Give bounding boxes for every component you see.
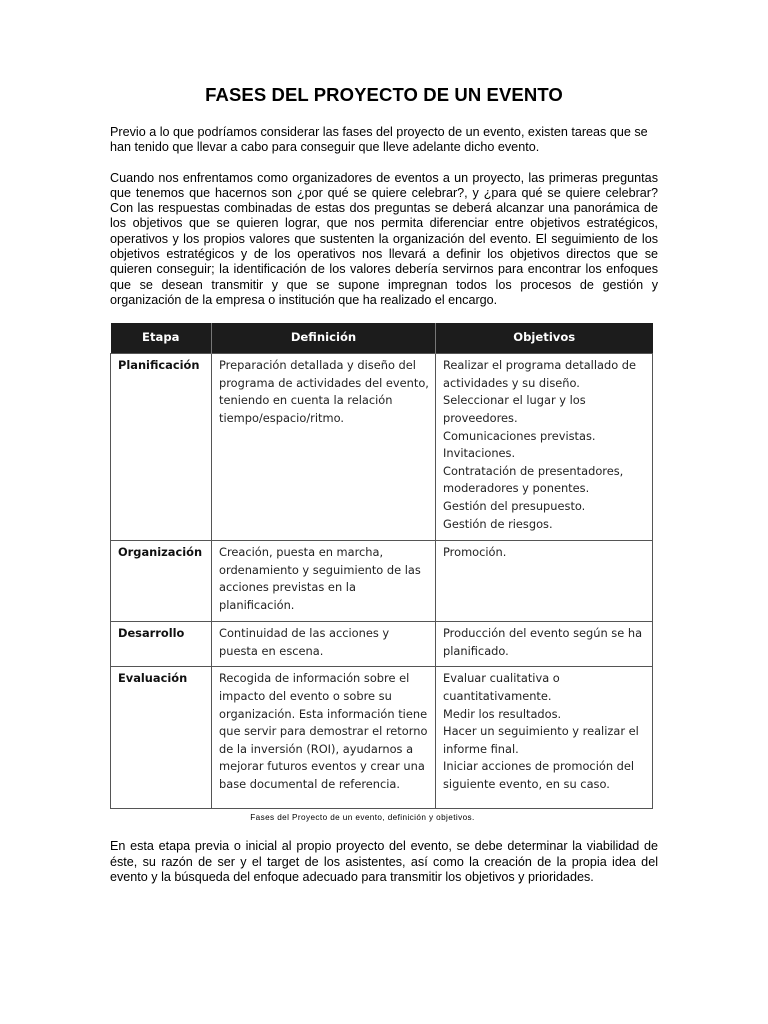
stage-cell: Evaluación [111,667,212,809]
stage-cell: Desarrollo [111,622,212,667]
page-title: FASES DEL PROYECTO DE UN EVENTO [205,84,563,105]
objective-item: Comunicaciones previstas. [443,428,596,443]
table-header-row [111,323,653,354]
body-paragraph: Cuando nos enfrentamos como organizadores de eventos a un proyecto, las primeras preguntas que tenemos que hacernos son ¿por qué se quiere celebrar?, y ¿para qué se quiere celebrar? Con las respuestas combinadas de estas dos preguntas se deberá alcanzar una panorámica de los objetivos que se quieren lograr, que nos permita diferenciar entre objetivos estratégicos, operativos y los propios valores que sustenten la organización del evento. El seguimiento de los objetivos estratégicos y de los operativos nos llevará a definir los objetivos directos que se quieren conseguir; la identificación de los valores debería servirnos para encontrar los enfoques que se desean transmitir y que se supone impregnan todos los procesos de gestión y organización de la empresa o institución que ha realizado el encargo. [110,170,658,307]
header-objectives: Objetivos [436,323,653,354]
definition-cell: Creación, puesta en marcha, ordenamiento y seguimiento de las acciones previstas en la planificación. [212,541,436,622]
objective-item: Seleccionar el lugar y los proveedores. [443,393,586,426]
table-row [111,541,653,622]
document-page [110,84,658,900]
phases-table-container [110,323,655,822]
stage-cell: Organización [111,541,212,622]
objectives-cell [436,541,653,622]
stage-cell: Planificación [111,354,212,541]
objective-item: Realizar el programa detallado de actividades y su diseño. [443,358,637,390]
objective-item: Invitaciones. [443,446,516,461]
table-row [111,622,653,667]
objectives-cell [436,354,653,541]
header-definition: Definición [212,323,436,354]
table-row [111,354,653,541]
objectives-cell [436,667,653,809]
definition-cell: Continuidad de las acciones y puesta en escena. [212,622,436,667]
definition-cell: Recogida de información sobre el impacto del evento o sobre su organización. Esta información tiene que servir para demostrar el retorno de la inversión (ROI), ayudarnos a mejorar futuros eventos y crear una base documental de referencia. [212,667,436,809]
phases-table [110,323,653,809]
objective-item: Hacer un seguimiento y realizar el informe final. [443,724,639,756]
objective-item: Iniciar acciones de promoción del siguiente evento, en su caso. [443,759,635,792]
table-caption: Fases del Proyecto de un evento, definición y objetivos. [250,813,475,823]
objective-item: Evaluar cualitativa o cuantitativamente. [443,671,560,704]
objectives-cell [436,622,653,667]
final-paragraph: En esta etapa previa o inicial al propio proyecto del evento, se debe determinar la viabilidad de éste, su razón de ser y el target de los asistentes, así como la creación de la propia idea del evento y la búsqueda del enfoque adecuado para transmitir los objetivos y prioridades. [110,839,658,885]
definition-cell: Preparación detallada y diseño del programa de actividades del evento, teniendo en cuenta la relación tiempo/espacio/ritmo. [212,354,436,541]
objective-item: Producción del evento según se ha planificado. [443,626,643,658]
table-row [111,667,653,809]
intro-paragraph: Previo a lo que podríamos considerar las fases del proyecto de un evento, existen tareas que se han tenido que llevar a cabo para conseguir que lleve adelante dicho evento. [110,125,648,155]
objective-item: Medir los resultados. [443,706,562,721]
header-stage: Etapa [111,323,212,354]
objective-item: Gestión de riesgos. [443,516,553,531]
objective-item: Promoción. [443,545,507,560]
objective-item: Contratación de presentadores, moderadores y ponentes. [443,463,624,496]
objective-item: Gestión del presupuesto. [443,499,586,514]
